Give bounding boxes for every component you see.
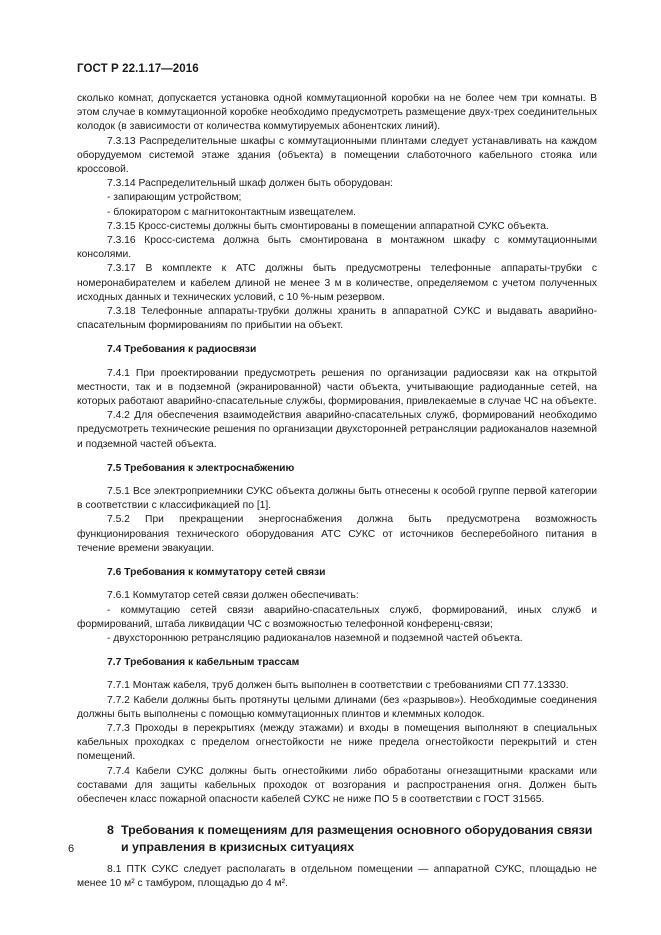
list-item: - коммутацию сетей связи аварийно-спасательных служб, формирований, иных служб и формирований, штаба ликвидации ЧС с возможностью телефонной конференц-связи; — [77, 604, 597, 630]
section-heading-7-5: 7.5 Требования к электроснабжению — [107, 462, 295, 474]
paragraph-7-3-17: 7.3.17 В комплекте к АТС должны быть предусмотрены телефонные аппараты-трубки с номеронабирателем и кабелем длиной не менее 3 м в количестве, определяемом с учетом полученных исходных данных и технических условий, с 10 %-ным резервом. — [77, 263, 597, 303]
paragraph-7-5-1: 7.5.1 Все электроприемники СУКС объекта должны быть отнесены к особой группе первой категории в соответствии с классификацией по [1]. — [77, 486, 597, 512]
paragraph-7-3-13: 7.3.13 Распределительные шкафы с коммутационными плинтами следует устанавливать на каждом оборудуемом системой этаже здания (объекта) в помещении слаботочного кабельного стояка или кроссовой. — [77, 135, 597, 176]
section-heading-7-4: 7.4 Требования к радиосвязи — [107, 344, 257, 356]
list-item: - двухстороннюю ретрансляцию радиоканалов наземной и подземной частей объекта. — [107, 632, 523, 644]
paragraph-7-5-2: 7.5.2 При прекращении энергоснабжения должна быть предусмотрена возможность функционирования технического оборудования АТС СУКС от источников бесперебойного питания в течение времени эвакуации. — [77, 514, 597, 554]
list-item: - блокиратором с магнитоконтактным извещателем. — [107, 206, 357, 218]
paragraph-7-7-2: 7.7.2 Кабели должны быть протянуты целыми длинами (без «разрывов»). Необходимые соединения должны быть выполнены с помощью коммутационных плинтов и клеммных колодок. — [77, 694, 597, 720]
paragraph-8-1: 8.1 ПТК СУКС следует располагать в отдельном помещении — аппаратной СУКС, площадью не менее 10 м² с тамбуром, площадью до 4 м². — [77, 864, 597, 890]
paragraph-7-3-15: 7.3.15 Кросс-системы должны быть смонтированы в помещении аппаратной СУКС объекта. — [107, 220, 549, 232]
paragraph-7-7-1: 7.7.1 Монтаж кабеля, труб должен быть выполнен в соответствии с требованиями СП 77.13330. — [107, 680, 569, 692]
paragraph-7-3-16: 7.3.16 Кросс-система должна быть смонтирована в монтажном шкафу с коммутационными консолями. — [77, 235, 597, 261]
paragraph-7-6-1: 7.6.1 Коммутатор сетей связи должен обеспечивать: — [107, 590, 359, 602]
list-item: - запирающим устройством; — [107, 192, 242, 204]
paragraph-continuation: сколько комнат, допускается установка одной коммутационной коробки на не более чем три комнаты. В этом случае в коммутационной коробке необходимо предусмотреть размещение двух-трех соединительных колодок (в зависимости от количества коммутируемых абонентских линий). — [77, 93, 597, 133]
page-number: 6 — [68, 843, 75, 855]
paragraph-7-4-1: 7.4.1 При проектировании предусмотреть решения по организации радиосвязи как на открытой местности, так и в подземной (экранированной) части объекта, учитывающие радиоданные сетей, на которых работают аварийно-спасательные службы, формирования, привлекаемые в случае ЧС на объекте. — [77, 367, 597, 408]
section-heading-8 — [77, 822, 597, 855]
section-heading-7-6: 7.6 Требования к коммутатору сетей связи — [107, 567, 326, 579]
section-number: 8 — [107, 823, 114, 838]
document-body — [77, 92, 597, 892]
paragraph-7-3-14: 7.3.14 Распределительный шкаф должен быть оборудован: — [107, 178, 394, 190]
paragraph-7-4-2: 7.4.2 Для обеспечения взаимодействия аварийно-спасательных служб, формирований необходимо предусмотреть технические решения по организации двухсторонней ретрансляции радиоканалов наземной и подземной частей объекта. — [77, 410, 597, 450]
paragraph-7-7-4: 7.7.4 Кабели СУКС должны быть огнестойкими либо обработаны огнезащитными красками или составами для защиты кабельных проходок от возгорания и распространения огня. Должен быть обеспечен класс пожарной опасности кабелей СУКС не ниже ПО 5 в соответствии с ГОСТ 31565. — [77, 765, 597, 805]
section-heading-7-7: 7.7 Требования к кабельным трассам — [107, 657, 300, 669]
paragraph-7-7-3: 7.7.3 Проходы в перекрытиях (между этажами) и входы в помещения выполняют в специальных кабельных проходках с пределом огнестойкости не ниже предела огнестойкости перекрытий и стен помещений. — [77, 722, 597, 763]
section-title: Требования к помещениям для размещения основного оборудования связи и управления в кризисных ситуациях — [121, 823, 593, 854]
paragraph-7-3-18: 7.3.18 Телефонные аппараты-трубки должны хранить в аппаратной СУКС и выдавать аварийно-спасательным формированиям по прибытии на объект. — [77, 306, 597, 332]
document-header: ГОСТ Р 22.1.17—2016 — [77, 63, 199, 75]
